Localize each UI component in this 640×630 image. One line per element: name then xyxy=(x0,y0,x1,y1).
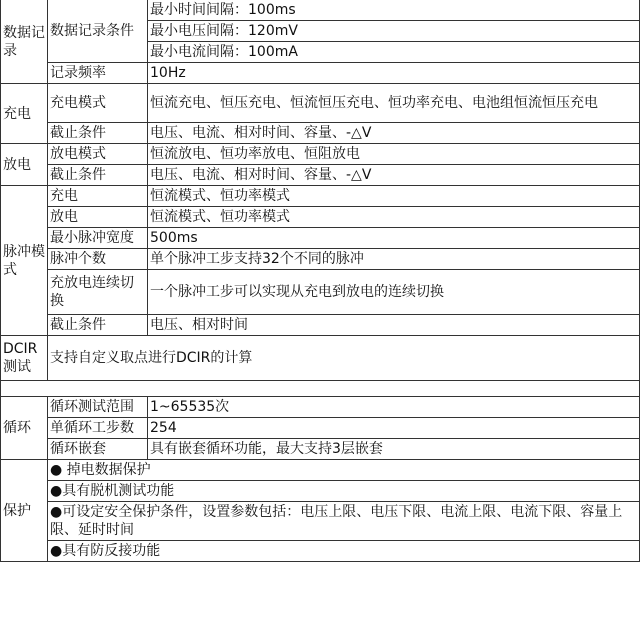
value-cell: 254 xyxy=(148,418,640,439)
label-cell: 循环嵌套 xyxy=(48,439,148,460)
label-cell-discharge-mode: 放电模式 xyxy=(48,144,148,165)
table-row xyxy=(1,460,640,481)
value-cell: 恒流充电、恒压充电、恒流恒压充电、恒功率充电、电池组恒流恒压充电 xyxy=(148,84,640,123)
label-cell: 最小脉冲宽度 xyxy=(48,228,148,249)
label-cell-charge-cutoff: 截止条件 xyxy=(48,123,148,144)
table-row xyxy=(1,397,640,418)
empty-cell xyxy=(1,381,640,397)
value-cell: 1~65535次 xyxy=(148,397,640,418)
label-cell: 充放电连续切换 xyxy=(48,270,148,315)
table-row xyxy=(1,186,640,207)
value-cell: 电压、电流、相对时间、容量、-△V xyxy=(148,123,640,144)
label-cell: 截止条件 xyxy=(48,315,148,336)
table-row xyxy=(1,0,640,21)
table-row xyxy=(1,336,640,381)
table-row xyxy=(1,207,640,228)
value-cell: 一个脉冲工步可以实现从充电到放电的连续切换 xyxy=(148,270,640,315)
table-row xyxy=(1,541,640,562)
label-cell: 放电 xyxy=(48,207,148,228)
table-row xyxy=(1,502,640,541)
table-row xyxy=(1,63,640,84)
table-row xyxy=(1,315,640,336)
value-cell: ●具有防反接功能 xyxy=(48,541,640,562)
value-cell: 最小电流间隔：100mA xyxy=(148,42,640,63)
value-cell: 最小时间间隔：100ms xyxy=(148,0,640,21)
table-row xyxy=(1,228,640,249)
label-cell-charge-mode: 充电模式 xyxy=(48,84,148,123)
table-row xyxy=(1,481,640,502)
value-cell: 电压、相对时间 xyxy=(148,315,640,336)
group-cell-pulse: 脉冲模式 xyxy=(1,186,48,336)
value-cell: 最小电压间隔：120mV xyxy=(148,21,640,42)
value-cell: ●具有脱机测试功能 xyxy=(48,481,640,502)
table-row xyxy=(1,270,640,315)
value-cell: 电压、电流、相对时间、容量、-△V xyxy=(148,165,640,186)
group-cell-data-record: 数据记录 xyxy=(1,0,48,84)
value-cell-dcir: 支持自定义取点进行DCIR的计算 xyxy=(48,336,640,381)
table-row xyxy=(1,418,640,439)
label-cell-discharge-cutoff: 截止条件 xyxy=(48,165,148,186)
value-cell: 10Hz xyxy=(148,63,640,84)
table-row-empty xyxy=(1,381,640,397)
table-row xyxy=(1,249,640,270)
label-cell: 充电 xyxy=(48,186,148,207)
label-cell: 单循环工步数 xyxy=(48,418,148,439)
group-cell-dcir: DCIR测试 xyxy=(1,336,48,381)
group-cell-discharge: 放电 xyxy=(1,144,48,186)
value-cell: ● 掉电数据保护 xyxy=(48,460,640,481)
label-cell: 脉冲个数 xyxy=(48,249,148,270)
label-cell: 循环测试范围 xyxy=(48,397,148,418)
table-row xyxy=(1,144,640,165)
group-cell-cycle: 循环 xyxy=(1,397,48,460)
table-row xyxy=(1,84,640,123)
value-cell: 恒流模式、恒功率模式 xyxy=(148,207,640,228)
group-cell-charge: 充电 xyxy=(1,84,48,144)
group-cell-protect: 保护 xyxy=(1,460,48,562)
value-cell: 恒流放电、恒功率放电、恒阻放电 xyxy=(148,144,640,165)
label-cell-record-freq: 记录频率 xyxy=(48,63,148,84)
label-cell-record-condition: 数据记录条件 xyxy=(48,0,148,63)
value-cell: 单个脉冲工步支持32个不同的脉冲 xyxy=(148,249,640,270)
value-cell: 具有嵌套循环功能，最大支持3层嵌套 xyxy=(148,439,640,460)
value-cell: 500ms xyxy=(148,228,640,249)
table-row xyxy=(1,123,640,144)
table-row xyxy=(1,439,640,460)
table-row xyxy=(1,165,640,186)
value-cell: ●可设定安全保护条件，设置参数包括：电压上限、电压下限、电流上限、电流下限、容量上限、延时时间 xyxy=(48,502,640,541)
value-cell: 恒流模式、恒功率模式 xyxy=(148,186,640,207)
